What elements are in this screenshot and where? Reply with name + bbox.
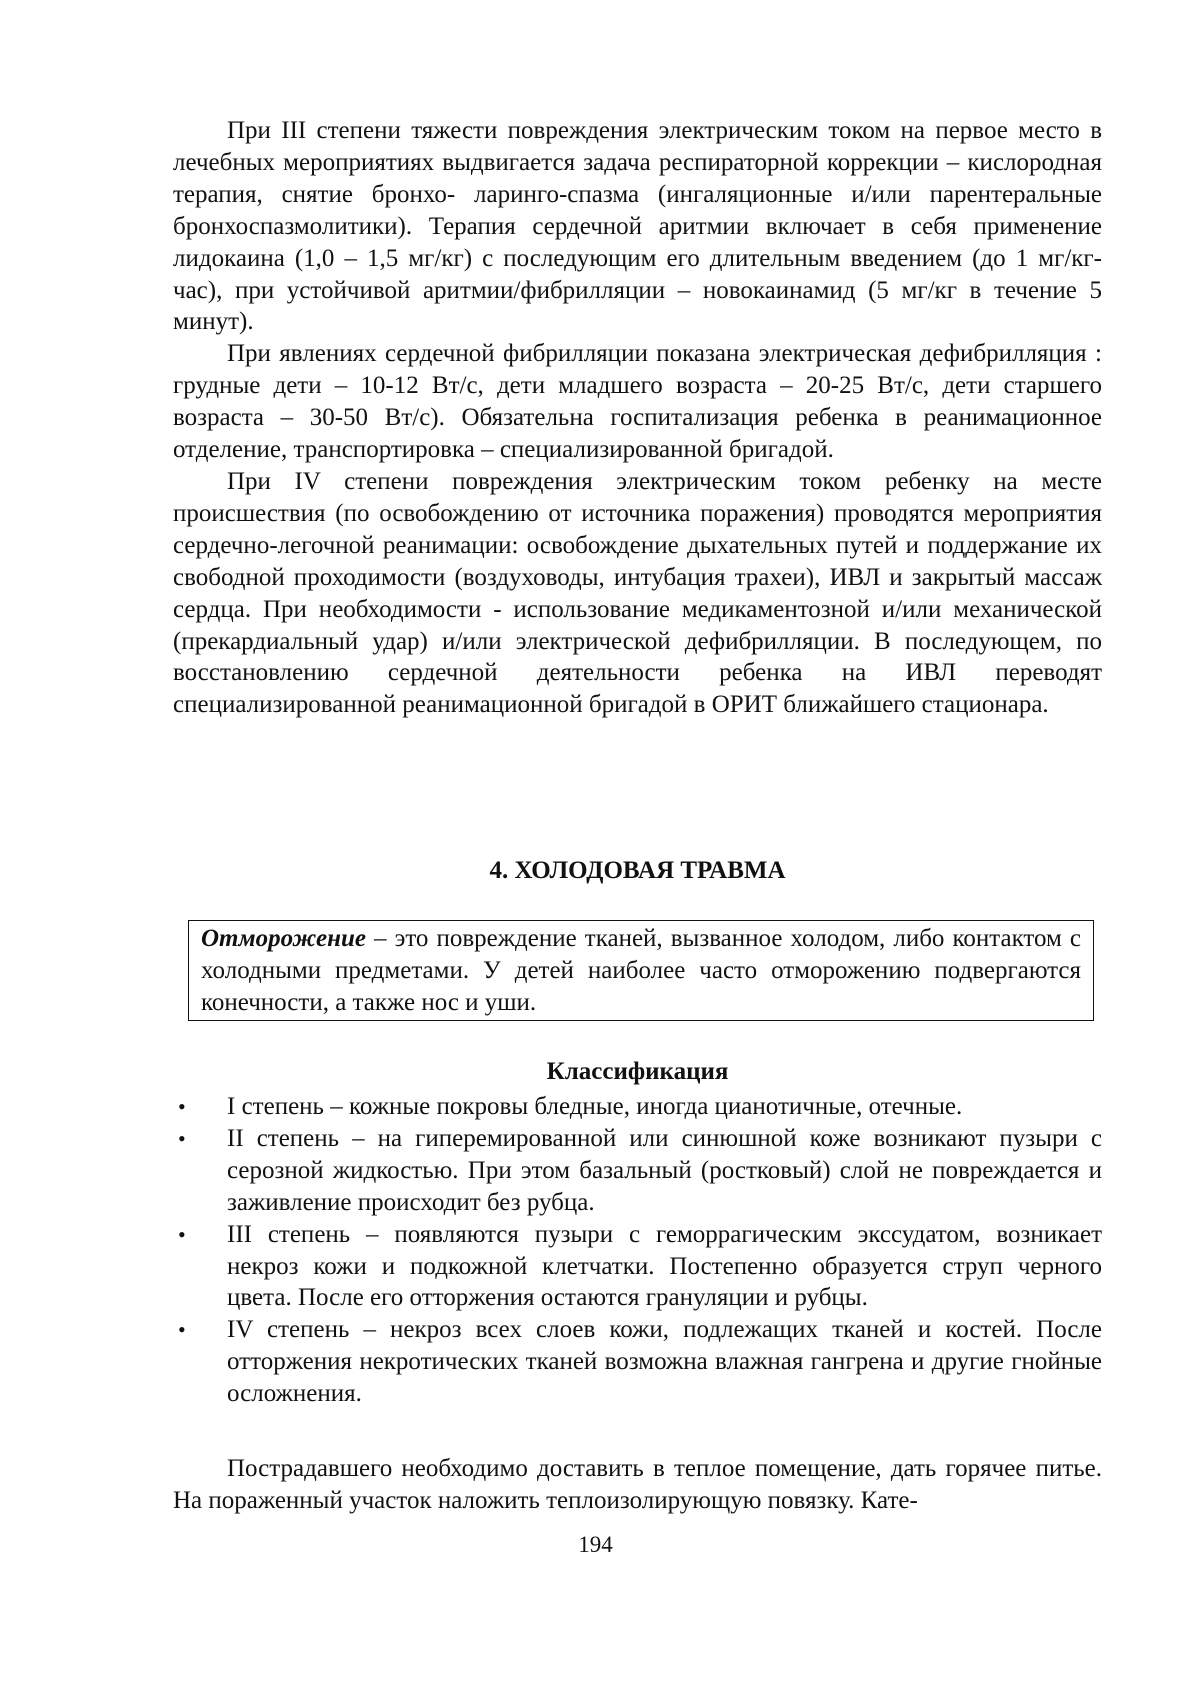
- paragraph-electric-injury-grade-3: При III степени тяжести повреждения электрическим током на первое место в лечебных мероприятиях выдвигается задача респираторной коррекции – кислородная терапия, снятие бронхо- ларинго-спазма (ингаляционные и/или парентеральные бронхоспазмолитики). Терапия сердечной аритмии включает в себя применение лидокаина (1,0 – 1,5 мг/кг) с последующим его длительным введением (до 1 мг/кг-час), при устойчивой аритмии/фибрилляции – новокаинамид (5 мг/кг в течение 5 минут).: [173, 117, 1102, 336]
- final-text: [173, 1453, 1102, 1517]
- page-number: 194: [578, 1532, 613, 1557]
- bullet-icon: •: [178, 1221, 186, 1247]
- classification-heading: Классификация: [546, 1058, 729, 1085]
- definition-text: – это повреждение тканей, вызванное холодом, либо контактом с холодными предметами. У детей наиболее часто отморожению подвергаются конечности, а также нос и уши.: [201, 925, 1081, 1016]
- definition-term: Отморожение: [201, 925, 366, 952]
- bullet-icon: •: [178, 1094, 186, 1119]
- bullet-icon: •: [178, 1317, 186, 1343]
- bullet-icon: •: [178, 1125, 186, 1151]
- list-item: [173, 1123, 1102, 1219]
- list-item-text: I степень – кожные покровы бледные, иногда цианотичные, отечные.: [227, 1093, 963, 1120]
- list-item-text: II степень – на гиперемированной или синюшной коже возникают пузыри с серозной жидкостью. При этом базальный (ростковый) слой не повреждается и заживление происходит без рубца.: [227, 1124, 1102, 1216]
- list-item: [173, 1219, 1102, 1315]
- paragraph-first-aid: Пострадавшего необходимо доставить в теплое помещение, дать горячее питье. На пораженный участок наложить теплоизолирующую повязку. Кате-: [173, 1455, 1102, 1514]
- paragraph-electric-injury-grade-4: При IV степени повреждения электрическим током ребенку на месте происшествия (по освобождению от источника поражения) проводятся мероприятия сердечно-легочной реанимации: освобождение дыхательных путей и поддержание их свободной проходимости (воздуховоды, интубация трахеи), ИВЛ и закрытый массаж сердца. При необходимости - использование медикаментозной и/или механической (прекардиальный удар) и/или электрической дефибрилляции. В последующем, по восстановлению сердечной деятельности ребенка на ИВЛ переводят специализированной реанимационной бригадой в ОРИТ ближайшего стационара.: [173, 467, 1102, 719]
- list-item: [173, 1091, 1102, 1123]
- list-item-text: III степень – появляются пузыри с геморрагическим экссудатом, возникает некроз кожи и подкожной клетчатки. Постепенно образуется струп черного цвета. После его отторжения остаются грануляции и рубцы.: [227, 1220, 1102, 1312]
- section-heading: 4. ХОЛОДОВАЯ ТРАВМА: [489, 857, 786, 884]
- list-item: [173, 1314, 1102, 1410]
- classification-list: [173, 1091, 1102, 1410]
- definition-box: [188, 920, 1094, 1021]
- list-item-text: IV степень – некроз всех слоев кожи, подлежащих тканей и костей. После отторжения некротических тканей возможна влажная гангрена и другие гнойные осложнения.: [227, 1316, 1102, 1408]
- intro-text: [173, 115, 1102, 721]
- paragraph-defibrillation: При явлениях сердечной фибрилляции показана электрическая дефибрилляция : грудные дети – 10-12 Вт/с, дети младшего возраста – 20-25 Вт/с, дети старшего возраста – 30-50 Вт/с). Обязательна госпитализация ребенка в реанимационное отделение, транспортировка – специализированной бригадой.: [173, 340, 1102, 464]
